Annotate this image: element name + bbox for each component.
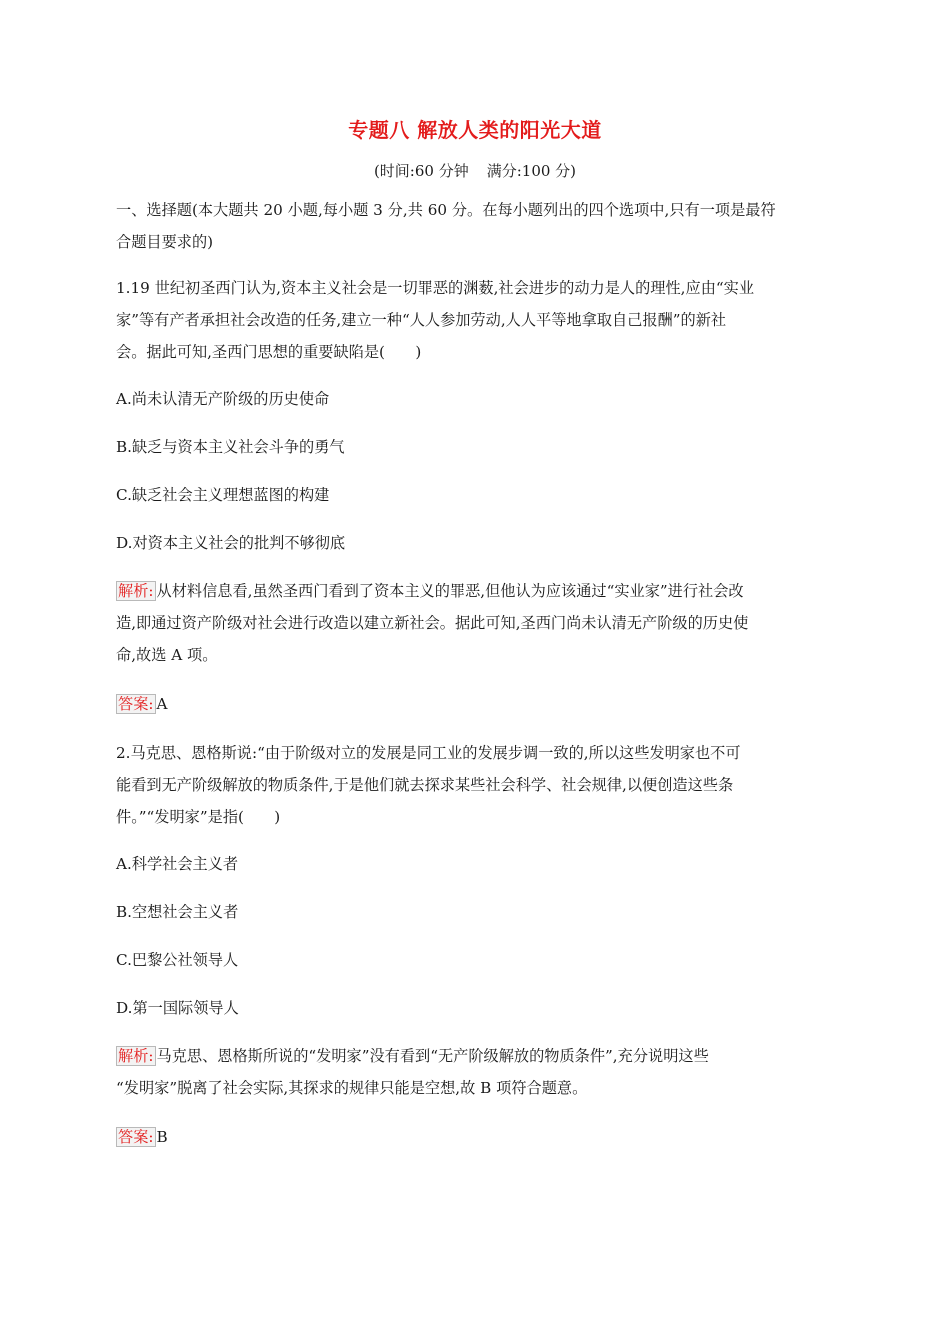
full-score: 满分:100 分) xyxy=(486,162,577,180)
question-1-option-a: A.尚未认清无产阶级的历史使命 xyxy=(116,390,330,408)
analysis-line: 从材料信息看,虽然圣西门看到了资本主义的罪恶,但他认为应该通过“实业家”进行社会改 xyxy=(156,582,744,600)
stem-line: 家”等有产者承担社会改造的任务,建立一种“人人参加劳动,人人平等地拿取自己报酬”的新社 xyxy=(116,311,727,329)
document-title: 专题八 解放人类的阳光大道 xyxy=(348,118,602,142)
question-2-stem xyxy=(116,737,834,833)
analysis-line: 命,故选 A 项。 xyxy=(116,646,218,664)
stem-line: 2.马克思、恩格斯说:“由于阶级对立的发展是同工业的发展步调一致的,所以这些发明家也不可 xyxy=(116,744,741,762)
question-2-analysis xyxy=(116,1040,834,1104)
stem-line: 1.19 世纪初圣西门认为,资本主义社会是一切罪恶的渊薮,社会进步的动力是人的理性,应由“实业 xyxy=(116,279,755,297)
question-1-option-b: B.缺乏与资本主义社会斗争的勇气 xyxy=(116,438,345,456)
section-line: 一、选择题(本大题共 20 小题,每小题 3 分,共 60 分。在每小题列出的四个选项中,只有一项是最符 xyxy=(116,201,776,219)
analysis-label: 解析: xyxy=(118,1047,154,1065)
question-2-option-b: B.空想社会主义者 xyxy=(116,903,239,921)
answer-value: A xyxy=(156,695,168,713)
question-2-answer xyxy=(116,1121,834,1153)
question-1-option-d: D.对资本主义社会的批判不够彻底 xyxy=(116,534,346,552)
question-2-option-a: A.科学社会主义者 xyxy=(116,855,239,873)
question-1-option-c: C.缺乏社会主义理想蓝图的构建 xyxy=(116,486,330,504)
question-2-option-d: D.第一国际领导人 xyxy=(116,999,239,1017)
analysis-label: 解析: xyxy=(118,582,154,600)
stem-line: 会。据此可知,圣西门思想的重要缺陷是( ) xyxy=(116,343,422,361)
section-heading xyxy=(116,194,834,258)
analysis-line: 马克思、恩格斯所说的“发明家”没有看到“无产阶级解放的物质条件”,充分说明这些 xyxy=(156,1047,709,1065)
answer-value: B xyxy=(156,1128,168,1146)
answer-label: 答案: xyxy=(118,695,154,713)
analysis-line: 造,即通过资产阶级对社会进行改造以建立新社会。据此可知,圣西门尚未认清无产阶级的历史使 xyxy=(116,614,749,632)
stem-line: 能看到无产阶级解放的物质条件,于是他们就去探求某些社会科学、社会规律,以便创造这些条 xyxy=(116,776,734,794)
section-line: 合题目要求的) xyxy=(116,233,214,251)
question-1-stem xyxy=(116,272,834,368)
answer-label: 答案: xyxy=(118,1128,154,1146)
question-1-answer xyxy=(116,688,834,720)
stem-line: 件。”“发明家”是指( ) xyxy=(116,808,281,826)
exam-info xyxy=(0,160,950,181)
time-limit: (时间:60 分钟 xyxy=(373,162,469,180)
question-2-option-c: C.巴黎公社领导人 xyxy=(116,951,239,969)
analysis-line: “发明家”脱离了社会实际,其探求的规律只能是空想,故 B 项符合题意。 xyxy=(116,1079,588,1097)
question-1-analysis xyxy=(116,575,834,671)
